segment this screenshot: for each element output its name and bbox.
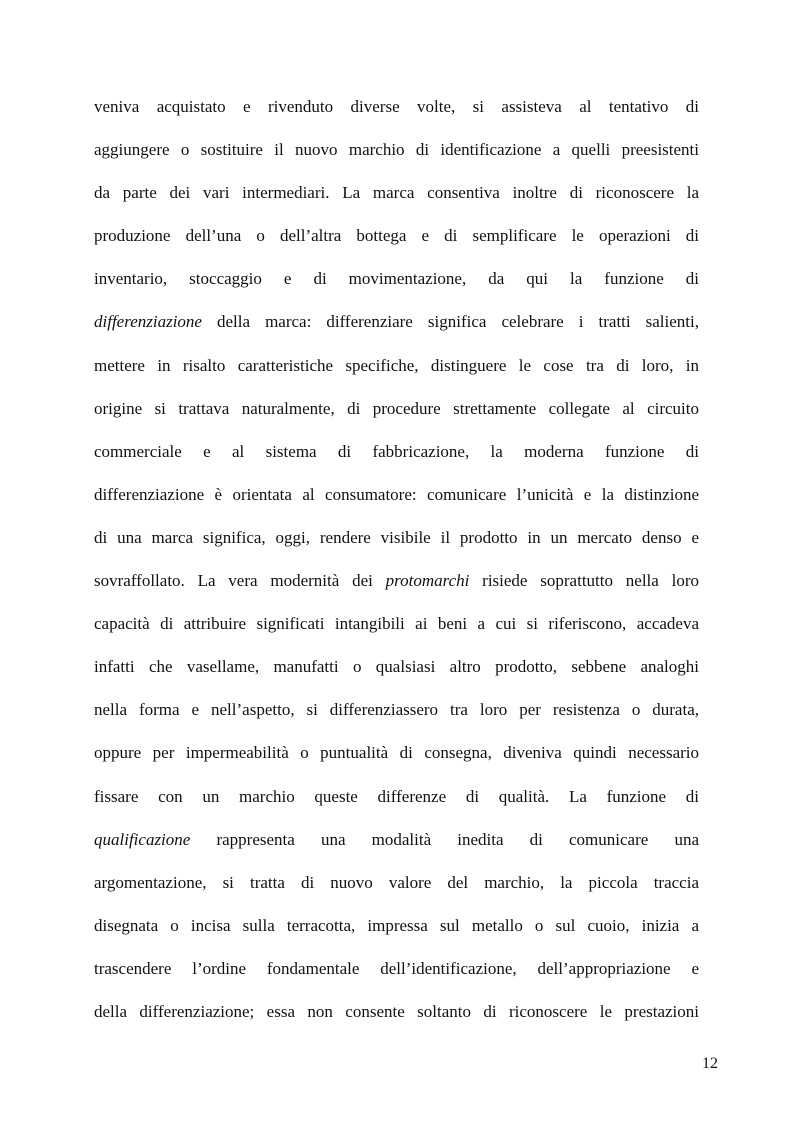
text-run: veniva acquistato e rivenduto diverse volte, si assisteva al tentativo di: [94, 97, 699, 116]
text-line: [94, 861, 699, 904]
text-line: [94, 904, 699, 947]
text-run: sovraffollato. La vera modernità dei: [94, 571, 386, 591]
text-line: [94, 688, 699, 731]
italic-term: qualificazione: [94, 829, 191, 849]
text-line: [94, 731, 699, 774]
italic-term: differenziazione: [94, 312, 202, 332]
text-run: nella forma e nell’aspetto, si differenziassero tra loro per resistenza o durata,: [94, 700, 699, 720]
text-run: rappresenta una modalità inedita di comunicare una: [190, 829, 699, 849]
text-line: [94, 947, 699, 990]
text-run: infatti che vasellame, manufatti o qualsiasi altro prodotto, sebbene analoghi: [94, 657, 699, 677]
text-run: da parte dei vari intermediari. La marca consentiva inoltre di riconoscere la: [94, 183, 699, 203]
text-run: argomentazione, si tratta di nuovo valore del marchio, la piccola traccia: [94, 872, 699, 892]
text-line: [94, 645, 699, 688]
text-line: [94, 387, 699, 430]
text-line: [94, 473, 699, 516]
text-run: capacità di attribuire significati intangibili ai beni a cui si riferiscono, accadeva: [94, 614, 699, 634]
text-line: [94, 85, 699, 128]
text-line: [94, 775, 699, 818]
text-run: produzione dell’una o dell’altra bottega e di semplificare le operazioni di: [94, 226, 699, 246]
text-line: [94, 300, 699, 343]
text-run: inventario, stoccaggio e di movimentazione, da qui la funzione di: [94, 269, 699, 289]
text-run: della differenziazione; essa non consente soltanto di riconoscere le prestazioni: [94, 1001, 699, 1021]
text-run: oppure per impermeabilità o puntualità di consegna, diveniva quindi necessario: [94, 743, 699, 763]
text-run: di una marca significa, oggi, rendere visibile il prodotto in un mercato denso e: [94, 527, 699, 547]
text-run: mettere in risalto caratteristiche specifiche, distinguere le cose tra di loro, in: [94, 355, 699, 375]
text-line: [94, 990, 699, 1033]
text-line: [94, 516, 699, 559]
text-run: fissare con un marchio queste differenze di qualità. La funzione di: [94, 786, 699, 806]
text-run: commerciale e al sistema di fabbricazione, la moderna funzione di: [94, 441, 699, 461]
text-line: [94, 559, 699, 602]
text-run: trascendere l’ordine fondamentale dell’identificazione, dell’appropriazione e: [94, 958, 699, 978]
page-number: 12: [702, 1055, 718, 1072]
text-run: origine si trattava naturalmente, di procedure strettamente collegate al circuito: [94, 398, 699, 418]
italic-term: protomarchi: [385, 571, 470, 591]
text-line: [94, 214, 699, 257]
text-line: [94, 344, 699, 387]
page-body: [94, 85, 699, 1033]
text-run: risiede soprattutto nella loro: [469, 571, 699, 591]
text-run: aggiungere o sostituire il nuovo marchio di identificazione a quelli preesistenti: [94, 140, 699, 160]
text-line: [94, 602, 699, 645]
text-line: [94, 171, 699, 214]
text-line: [94, 818, 699, 861]
text-line: [94, 430, 699, 473]
text-line: [94, 257, 699, 300]
text-run: della marca: differenziare significa celebrare i tratti salienti,: [201, 312, 699, 332]
text-run: differenziazione è orientata al consumatore: comunicare l’unicità e la distinzione: [94, 484, 699, 504]
text-run: disegnata o incisa sulla terracotta, impressa sul metallo o sul cuoio, inizia a: [94, 915, 699, 935]
text-line: [94, 128, 699, 171]
